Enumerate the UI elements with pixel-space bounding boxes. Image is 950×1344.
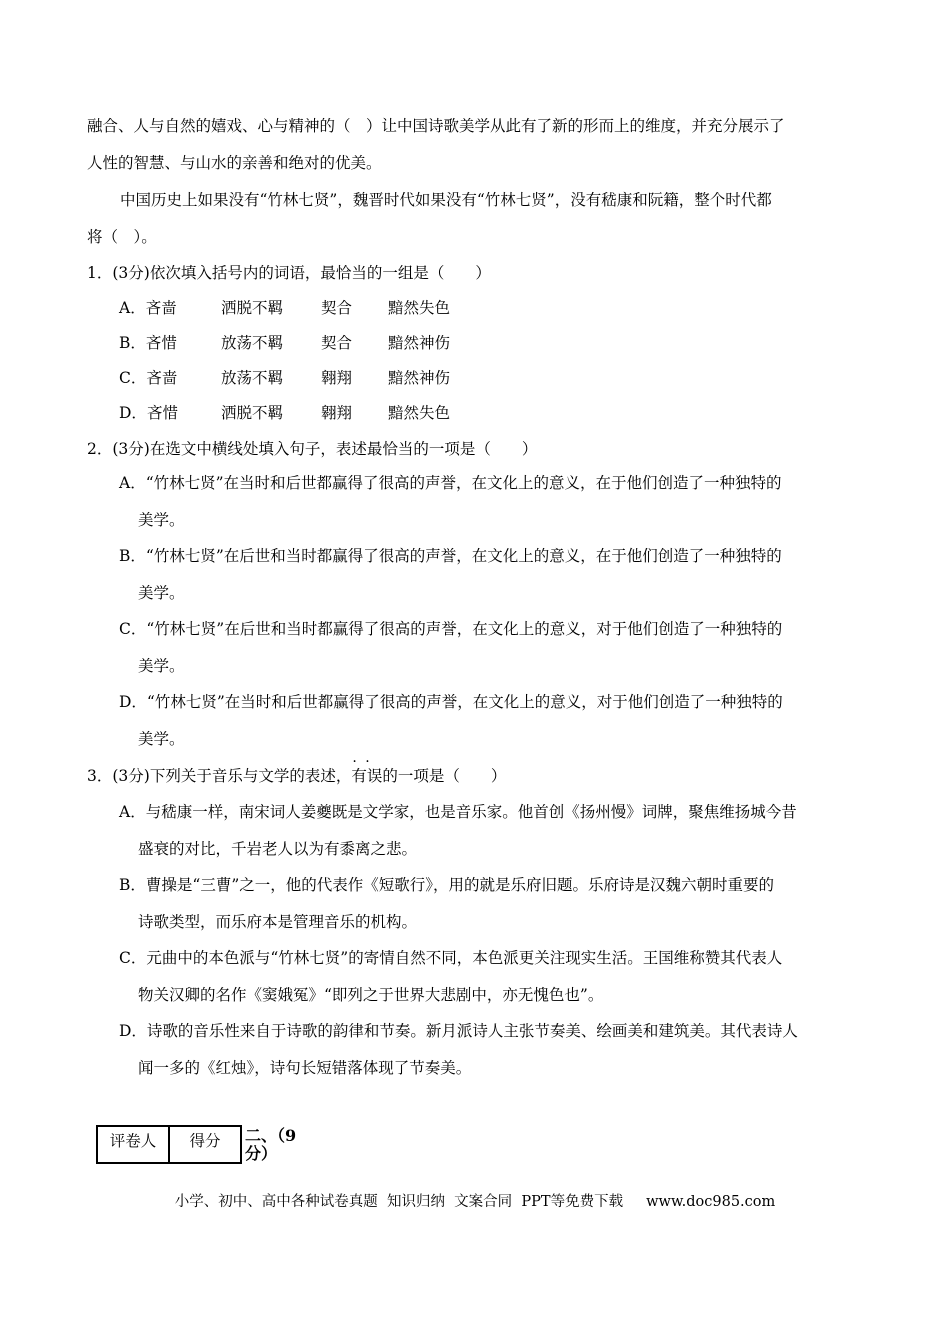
question-3-option-c[interactable] (119, 940, 864, 1014)
option-text: A．“竹林七贤”在当时和后世都赢得了很高的声誉，在文化上的意义，在于他们创造了一种独特的 (119, 474, 782, 492)
option-text-continuation: 闻一多的《红烛》，诗句长短错落体现了节奏美。 (138, 1059, 472, 1077)
passage-paragraph-2 (87, 182, 867, 256)
passage-line: 融合、人与自然的嬉戏、心与精神的（ ）让中国诗歌美学从此有了新的形而上的维度，并充分展示了 (87, 117, 785, 135)
stem-text: 3．(3分)下列关于音乐与文学的表述， (87, 767, 352, 785)
option-word: 黯然神伤 (388, 334, 451, 352)
option-word: 黯然失色 (388, 299, 451, 317)
stem-text: 的一项是（ ） (382, 767, 507, 785)
option-word: 契合 (321, 299, 353, 317)
option-letter: C． (119, 369, 147, 387)
option-text-continuation: 美学。 (138, 657, 185, 675)
option-word: 黯然神伤 (388, 369, 451, 387)
option-text-continuation: 物关汉卿的名作《窦娥冤》“即列之于世界大悲剧中，亦无愧色也”。 (138, 986, 604, 1004)
score-cell: 得分 (169, 1126, 241, 1163)
option-word: 翱翔 (321, 369, 353, 387)
option-text: B．曹操是“三曹”之一，他的代表作《短歌行》，用的就是乐府旧题。乐府诗是汉魏六朝时重要的 (119, 876, 774, 894)
option-text-continuation: 诗歌类型，而乐府本是管理音乐的机构。 (138, 913, 418, 931)
question-3-option-b[interactable] (119, 867, 864, 941)
option-word: 吝啬 (146, 369, 178, 387)
option-text: C．“竹林七贤”在后世和当时都赢得了很高的声誉，在文化上的意义，对于他们创造了一种独特的 (119, 620, 783, 638)
question-2-option-d[interactable] (119, 684, 864, 758)
option-text: D．“竹林七贤”在当时和后世都赢得了很高的声誉，在文化上的意义，对于他们创造了一种独特的 (119, 693, 783, 711)
option-letter: A． (119, 299, 146, 317)
option-letter: D． (119, 404, 147, 422)
option-word: 洒脱不羁 (221, 404, 284, 422)
option-text-continuation: 美学。 (138, 730, 185, 748)
option-word: 放荡不羁 (221, 369, 284, 387)
question-2-option-c[interactable] (119, 611, 864, 685)
option-word: 黯然失色 (388, 404, 451, 422)
question-3-stem (87, 765, 867, 787)
question-2-stem: 2．(3分)在选文中横线处填入句子，表述最恰当的一项是（ ） (87, 440, 538, 458)
section-two-heading: 二、（9分） (245, 1126, 297, 1163)
question-1-option-a[interactable] (119, 297, 450, 319)
grader-cell: 评卷人 (97, 1126, 169, 1163)
option-text: D．诗歌的音乐性来自于诗歌的韵律和节奏。新月派诗人主张节奏美、绘画美和建筑美。其代表诗人 (119, 1022, 798, 1040)
page-footer: 小学、初中、高中各种试卷真题 知识归纳 文案合同 PPT等免费下载 www.doc985.com (174, 1194, 776, 1210)
option-letter: B． (119, 334, 146, 352)
emphasis-text: · · 有误 (351, 767, 382, 785)
option-text-continuation: 美学。 (138, 511, 185, 529)
passage-line: 中国历史上如果没有“竹林七贤”，魏晋时代如果没有“竹林七贤”，没有嵇康和阮籍，整个时代都 (120, 191, 772, 209)
option-word: 吝啬 (145, 299, 177, 317)
option-word: 吝惜 (145, 334, 177, 352)
passage-paragraph-1 (87, 108, 867, 182)
question-1-option-b[interactable] (119, 332, 450, 354)
passage-line: 人性的智慧、与山水的亲善和绝对的优美。 (87, 154, 382, 172)
question-3-option-d[interactable] (119, 1013, 864, 1087)
question-1-option-d[interactable] (119, 402, 450, 424)
option-text: A．与嵇康一样，南宋词人姜夔既是文学家，也是音乐家。他首创《扬州慢》词牌，聚焦维扬城今昔 (119, 803, 797, 821)
option-text: B．“竹林七贤”在后世和当时都赢得了很高的声誉，在文化上的意义，在于他们创造了一种独特的 (119, 547, 782, 565)
option-text-continuation: 美学。 (138, 584, 185, 602)
option-word: 契合 (321, 334, 353, 352)
question-3-option-a[interactable] (119, 794, 864, 868)
question-1-stem: 1．(3分)依次填入括号内的词语，最恰当的一组是（ ） (87, 264, 491, 282)
option-word: 吝惜 (146, 404, 178, 422)
question-2-option-a[interactable] (119, 465, 864, 539)
option-word: 放荡不羁 (221, 334, 284, 352)
score-table (96, 1125, 242, 1164)
question-1-option-c[interactable] (119, 367, 450, 389)
option-text: C．元曲中的本色派与“竹林七贤”的寄情自然不同，本色派更关注现实生活。王国维称赞其代表人 (119, 949, 783, 967)
option-word: 洒脱不羁 (221, 299, 284, 317)
passage-line: 将（ ）。 (87, 228, 157, 246)
question-2-option-b[interactable] (119, 538, 864, 612)
option-text-continuation: 盛衰的对比，千岩老人以为有黍离之悲。 (138, 840, 418, 858)
option-word: 翱翔 (321, 404, 353, 422)
